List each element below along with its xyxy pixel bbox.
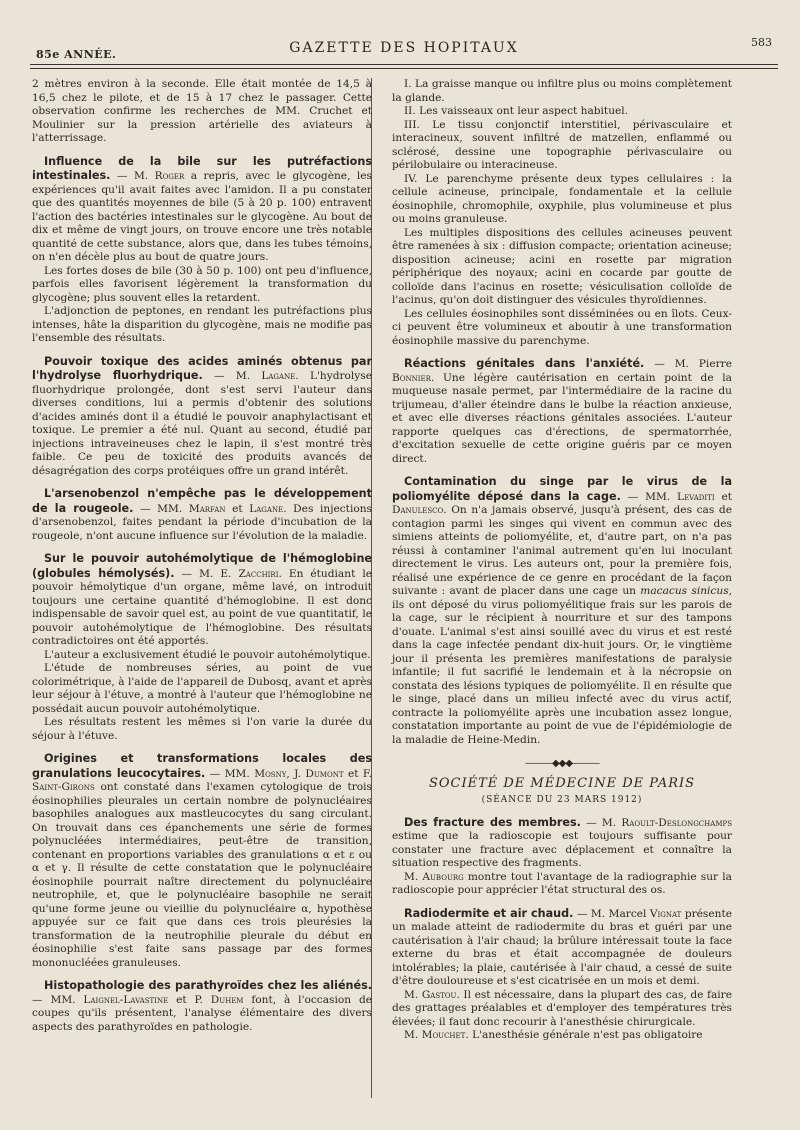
page-header: [30, 30, 778, 60]
article-title: Pouvoir toxique des acides aminés obtenus par l'hydrolyse fluorhydrique.: [32, 354, 372, 382]
author-name: Raoult-Deslongchamps: [621, 816, 732, 829]
year-label: 85e ANNÉE.: [36, 48, 117, 61]
header-rule: [30, 64, 778, 65]
author-name: Saint-Girons: [32, 781, 95, 793]
paragraph: Les multiples dispositions des cellules acineuses peuvent être ramenées à six : diffusion compacte; orientation acineuse; disposition acineuse; acini en rosette par migration périphérique des noyaux; acini en cocarde par goutte de colloïde dans l'acinus en rosette; vésiculisation colloïde de l'acinus, qu'on doit distinguer des vésicules thyroïdiennes.: [392, 226, 732, 306]
article-reactions: Réactions génitales dans l'anxiété. — M. Pierre Bonnier. Une légère cautérisation en certain point de la muqueuse nasale permet, par l'intermédiaire de la racine du trijumeau, d'aller éteindre dans le bulbe la réaction anxieuse, et avec elle diverses réactions génitales associées. L'auteur rapporte quelques cas d'érections, de spermatorrhée, d'excitation sexuelle de cette origine guéris par ce moyen direct.: [392, 357, 732, 465]
list-item: III. Le tissu conjonctif interstitiel, périvasculaire et interacineux, souvent infiltré de matzellen, enflammé ou sclérosé, dessine une topographie périvasculaire ou périlobulaire ou interacineuse.: [392, 118, 732, 171]
session-date: (SÉANCE DU 23 MARS 1912): [481, 795, 643, 805]
article-title: L'arsenobenzol n'empêche pas le développement de la rougeole.: [32, 487, 372, 515]
right-column: [392, 78, 732, 1043]
author-name: Aubourg: [422, 870, 464, 883]
author-name: Levaditi: [677, 490, 715, 503]
article-origines: Origines et transformations locales des granulations leucocytaires. — MM. Mosny, J. Dumont et F. Saint-Girons ont constaté dans l'examen cytologique de trois éosinophilies pleurales un certain nombre de polynucléaires basophiles analogues aux mastleucocytes du sang circulant. On trouvait dans ces épanchements une série de formes polynucléées intermédiaires, peut-être de transition, contenant en proportions variables des granulations α et ε ou α et γ. Il résulte de cette constatation que le polynucléaire éosinophile pourrait naître directement du polynucléaire neutrophile, et, que le polynucléaire basophile ne serait qu'une forme jeune ou vieillie du polynucléaire α, hypothèse appuyée sur ce fait que dans ces trois pleurésies la transformation de la neutrophilie pleurale du début en éosinophilie s'est faite sans passage par des formes mononucléées granuleuses.: [32, 752, 372, 969]
society-heading: [392, 757, 732, 808]
author-name: Danulesco: [392, 504, 444, 516]
intro-paragraph: 2 mètres environ à la seconde. Elle était montée de 14,5 à 16,5 chez le pilote, et de 15 à 17 chez le passager. Cette observation confirme les recherches de MM. Cruchet et Moulinier sur la pression artérielle des aviateurs à l'atterrissage.: [32, 78, 372, 144]
article-autohemolytique: Sur le pouvoir autohémolytique de l'hémoglobine (globules hémolysés). — M. E. Zacchiri. En étudiant le pouvoir hémolytique d'un organe, même lavé, on introduit toujours une certaine quantité d'hémoglobine. Il est donc indispensable de savoir quel est, au point de vue quantitatif, le pouvoir autohémolytique de l'hémoglobine. Des résultats contradictoires ont été apportés. L'auteur a exclusivement étudié le pouvoir autohémolytique. L'étude de nombreuses séries, au point de vue colorimétrique, à l'aide de l'appareil de Dubosq, avant et après leur séjour à l'étuve, a montré à l'auteur que l'hémoglobine ne possédait aucun pouvoir autohémolytique. Les résultats restent les mêmes si l'on varie la durée du séjour à l'étuve.: [32, 552, 372, 742]
page-number: 583: [751, 36, 772, 49]
article-histopathologie: Histopathologie des parathyroïdes chez les aliénés. — MM. Laignel-Lavastine et P. Duhem font, à l'occasion de coupes qu'ils présentent, l'analyse élémentaire des divers aspects des parathyroïdes en pathologie.: [32, 979, 372, 1033]
author-name: Gastou: [421, 988, 457, 1001]
list-item: II. Les vaisseaux ont leur aspect habituel.: [404, 105, 629, 117]
society-title: SOCIÉTÉ DE MÉDECINE DE PARIS: [428, 775, 696, 791]
author-name: Bonnier: [392, 371, 431, 384]
article-acides: Pouvoir toxique des acides aminés obtenus par l'hydrolyse fluorhydrique. — M. Lagane. L'hydrolyse fluorhydrique prolongée, dont s'est servi l'auteur dans diverses conditions, lui a permis d'obtenir des solutions d'acides aminés dont il a étudié le pouvoir anaphylactisant et toxique. Le premier a été nul. Quant au second, étudié par injections intraveineuses chez le lapin, il s'est montré très faible. Ce peu de toxicité des produits avancés de désagrégation des corps protéiques offre un grand intérêt.: [32, 354, 373, 477]
article-title: Radiodermite et air chaud.: [404, 906, 574, 920]
author-name: Lagane: [261, 370, 296, 382]
author-name: Marfan: [188, 502, 226, 515]
article-arsenobenzol: L'arsenobenzol n'empêche pas le développement de la rougeole. — MM. Marfan et Lagane. Des injections d'arsenobenzol, faites pendant la période d'incubation de la rougeole, n'ont aucune influence sur l'évolution de la maladie.: [32, 487, 372, 542]
article-title: Sur le pouvoir autohémolytique de l'hémoglobine (globules hémolysés).: [32, 552, 372, 580]
author-name: Roger: [154, 170, 185, 182]
author-name: Mosny: [254, 767, 287, 780]
article-title: Des fracture des membres.: [404, 815, 581, 829]
article-title: Réactions génitales dans l'anxiété.: [404, 357, 645, 370]
author-name: Laignel-Lavastine: [83, 993, 169, 1006]
article-contamination: Contamination du singe par le virus de la poliomyélite déposé dans la cage. — MM. Levaditi et Danulesco. On n'a jamais observé, jusqu'à présent, des cas de contagion parmi les singes qui vivent en commun avec des simiens atteints de poliomyélite, et, d'autre part, on n'a pas réussi à contaminer l'animal autrement qu'en lui inoculant directement le virus. Les auteurs ont, pour la première fois, réalisé une expérience de ce genre en procédant de la façon suivante : avant de placer dans une cage un macacus sinicus, ils ont déposé du virus poliomyélitique frais sur les parois de la cage, sur le récipient à nourriture et sur des tampons d'ouate. L'animal s'est ainsi souillé avec du virus et est resté dans la cage infectée pendant dix-huit jours. Or, le vingtième jour il présenta les premières manifestations de paralysie infantile; il fut sacrifié le lendemain et à la nécropsie on constata des lésions typiques de poliomyélite. Il en résulte que le singe, placé dans un milieu infecté avec du virus actif, contracte la poliomyélite après une incubation assez longue, constatation importante au point de vue de l'épidémiologie de la maladie de Heine-Medin.: [392, 475, 733, 746]
article-bile: Influence de la bile sur les putréfactions intestinales. — M. Roger a repris, avec le glycogène, les expériences qu'il avait faites avec l'amidon. Il a pu constater que des quantités moyennes de bile (5 à 20 p. 100) entravent l'action des bactéries intestinales sur le glycogène. Au bout de dix et même de vingt jours, on trouve encore une très notable quantité de cette substance, alors que, dans les tubes témoins, on n'en décèle plus au bout de quatre jours. Les fortes doses de bile (30 à 50 p. 100) ont peu d'influence, parfois elles favorisent légèrement la transformation du glycogène; plus souvent elles la retardent. L'adjonction de peptones, en rendant les putréfactions plus intenses, hâte la disparition du glycogène, mais ne modifie pas l'ensemble des résultats.: [32, 154, 372, 344]
article-title: Influence de la bile sur les putréfactions intestinales.: [32, 154, 372, 182]
list-item: IV. Le parenchyme présente deux types cellulaires : la cellule acineuse, principale, fondamentale et la cellule éosinophile, chromophile, oxyphile, plus volumineuse et plus ou moins granuleuse.: [392, 172, 732, 225]
journal-title: GAZETTE DES HOPITAUX: [289, 40, 519, 56]
paragraph: Les cellules éosinophiles sont disséminées ou en îlots. Ceux-ci peuvent être volumineux et aboutir à une transformation éosinophile massive du parenchyme.: [392, 307, 732, 347]
author-name: Dumont: [305, 767, 344, 780]
article-fracture: Des fracture des membres. — M. Raoult-Deslongchamps estime que la radioscopie est toujours suffisante pour constater une fracture avec déplacement et connaître la situation respective des fragments. M. Aubourg montre tout l'avantage de la radiographie sur la radioscopie pour apprécier l'état structural des os.: [392, 815, 732, 896]
paragraph: Les fortes doses de bile (30 à 50 p. 100) ont peu d'influence, parfois elles favorisent légèrement la transformation du glycogène; plus souvent elles la retardent.: [32, 264, 372, 304]
article-radiodermite: Radiodermite et air chaud. — M. Marcel Vignat présente un malade atteint de radiodermite du bras et guéri par une cautérisation à l'air chaud; la brûlure intéressait toute la face externe du bras et était accompagnée de douleurs intolérables; la plaie, cautérisée à l'air chaud, a cessé de suite d'être douloureuse et s'est cicatrisée en un mois et demi. M. Gastou. Il est nécessaire, dans la plupart des cas, de faire des grattages préalables et d'employer des températures très élevées; il faut donc recourir à l'anesthésie chirurgicale. M. Mouchet. L'anesthésie générale n'est pas obligatoire: [392, 906, 732, 1041]
author-name: Vignat: [649, 907, 682, 920]
article-title: Origines et transformations locales des granulations leucocytaires.: [32, 752, 372, 780]
paragraph: Les résultats restent les mêmes si l'on varie la durée du séjour à l'étuve.: [32, 716, 372, 742]
author-name: Duhem: [210, 993, 244, 1006]
list-item: I. La graisse manque ou infiltre plus ou moins complètement la glande.: [392, 78, 732, 104]
paragraph: L'adjonction de peptones, en rendant les putréfactions plus intenses, hâte la disparition du glycogène, mais ne modifie pas l'ensemble des résultats.: [32, 305, 372, 344]
author-name: Mouchet: [421, 1029, 466, 1041]
paragraph: L'auteur a exclusivement étudié le pouvoir autohémolytique.: [44, 648, 371, 661]
species-name: macacus sinicus: [640, 585, 729, 597]
ornament-divider: ———◆◆◆———: [524, 758, 600, 769]
author-name: Zacchiri: [238, 567, 279, 580]
article-title: Contamination du singe par le virus de la poliomyélite déposé dans la cage.: [392, 475, 732, 503]
header-rule-double: [30, 68, 778, 69]
article-title: Histopathologie des parathyroïdes chez les aliénés.: [44, 979, 372, 992]
author-name: Lagane: [249, 502, 284, 515]
paragraph: L'étude de nombreuses séries, au point de vue colorimétrique, à l'aide de l'appareil de Dubosq, avant et après leur séjour à l'étuve, a montré à l'auteur que l'hémoglobine ne possédait aucun pouvoir autohémolytique.: [32, 662, 372, 715]
left-column: [32, 78, 372, 1034]
